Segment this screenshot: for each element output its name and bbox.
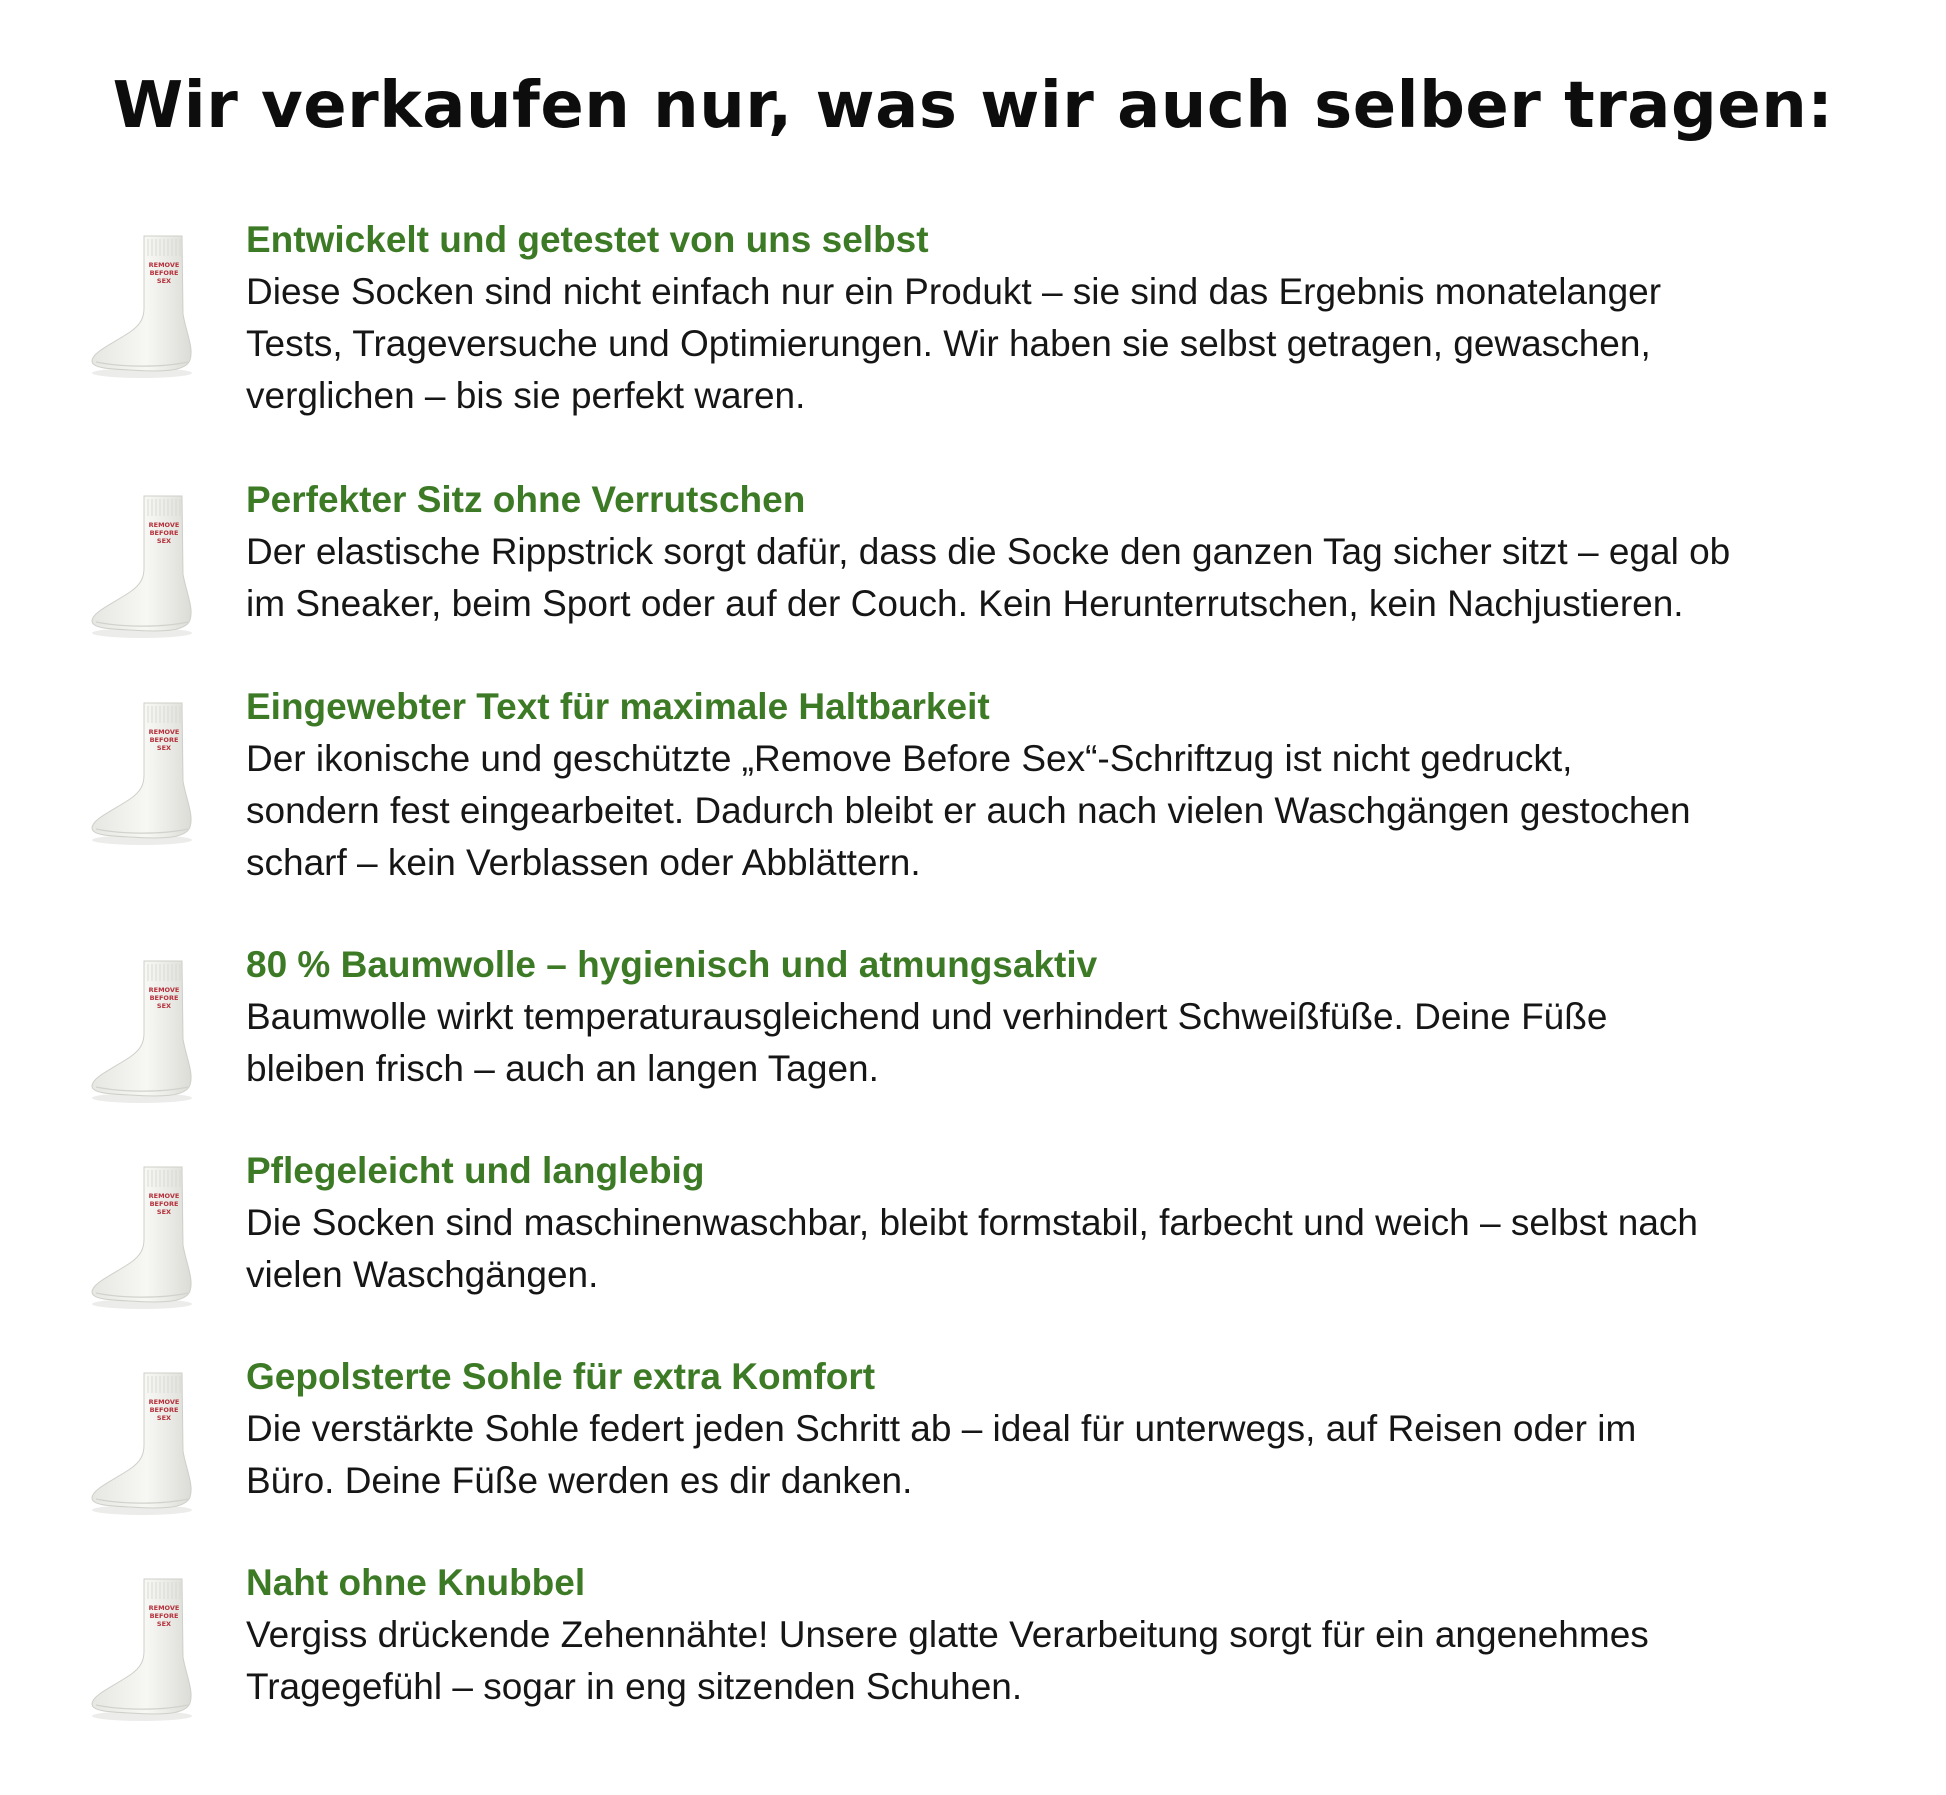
sock-print-text: BEFORE xyxy=(149,1200,179,1208)
feature-text xyxy=(246,474,1906,630)
feature-text xyxy=(246,1145,1906,1301)
sock-icon xyxy=(90,955,200,1105)
feature-description-line: Die Socken sind maschinenwaschbar, bleibt formstabil, farbecht und weich – selbst nach xyxy=(246,1202,1698,1243)
feature-description-line: bleiben frisch – auch an langen Tagen. xyxy=(246,1048,879,1089)
sock-icon xyxy=(90,1161,200,1311)
feature-description-line: Tragegefühl – sogar in eng sitzenden Schuhen. xyxy=(246,1666,1023,1707)
feature-title: Eingewebter Text für maximale Haltbarkeit xyxy=(246,686,990,727)
feature-description-line: Tests, Trageversuche und Optimierungen. Wir haben sie selbst getragen, gewaschen, xyxy=(246,323,1651,364)
feature-description-line: Der ikonische und geschützte „Remove Before Sex“-Schriftzug ist nicht gedruckt, xyxy=(246,738,1573,779)
feature-text xyxy=(246,1351,1906,1507)
feature-description-line: Baumwolle wirkt temperaturausgleichend und verhindert Schweißfüße. Deine Füße xyxy=(246,996,1608,1037)
sock-print-text: SEX xyxy=(156,537,172,545)
feature-description-line: im Sneaker, beim Sport oder auf der Couch. Kein Herunterrutschen, kein Nachjustieren. xyxy=(246,583,1684,624)
feature-description-line: Die verstärkte Sohle federt jeden Schritt ab – ideal für unterwegs, auf Reisen oder im xyxy=(246,1408,1637,1449)
feature-title: Perfekter Sitz ohne Verrutschen xyxy=(246,479,806,520)
feature-description-line: Diese Socken sind nicht einfach nur ein Produkt – sie sind das Ergebnis monatelanger xyxy=(246,271,1662,312)
sock-print-text: SEX xyxy=(156,1002,172,1010)
feature-text xyxy=(246,1557,1906,1713)
sock-print-text: SEX xyxy=(156,1620,172,1628)
sock-print-text: REMOVE xyxy=(148,261,180,269)
sock-print-text: REMOVE xyxy=(148,728,180,736)
feature-description-line: Vergiss drückende Zehennähte! Unsere glatte Verarbeitung sorgt für ein angenehmes xyxy=(246,1614,1649,1655)
sock-icon xyxy=(90,1367,200,1517)
sock-icon xyxy=(90,697,200,847)
sock-icon xyxy=(90,490,200,640)
sock-print-text: BEFORE xyxy=(149,736,179,744)
feature-title: Pflegeleicht und langlebig xyxy=(246,1150,705,1191)
feature-description-line: vielen Waschgängen. xyxy=(246,1254,599,1295)
feature-text xyxy=(246,939,1906,1095)
feature-title: Entwickelt und getestet von uns selbst xyxy=(246,219,929,260)
sock-icon xyxy=(90,230,200,380)
sock-print-text: REMOVE xyxy=(148,986,180,994)
sock-print-text: REMOVE xyxy=(148,1604,180,1612)
feature-title: Naht ohne Knubbel xyxy=(246,1562,586,1603)
feature-description-line: scharf – kein Verblassen oder Abblättern. xyxy=(246,842,921,883)
feature-title: Gepolsterte Sohle für extra Komfort xyxy=(246,1356,876,1397)
sock-print-text: REMOVE xyxy=(148,521,180,529)
sock-print-text: BEFORE xyxy=(149,1612,179,1620)
sock-print-text: BEFORE xyxy=(149,269,179,277)
sock-print-text: REMOVE xyxy=(148,1398,180,1406)
feature-text xyxy=(246,681,1906,889)
sock-print-text: BEFORE xyxy=(149,1406,179,1414)
sock-icon xyxy=(90,1573,200,1723)
sock-print-text: SEX xyxy=(156,1208,172,1216)
feature-description-line: Der elastische Rippstrick sorgt dafür, dass die Socke den ganzen Tag sicher sitzt – egal ob xyxy=(246,531,1731,572)
feature-description-line: Büro. Deine Füße werden es dir danken. xyxy=(246,1460,913,1501)
sock-print-text: BEFORE xyxy=(149,994,179,1002)
feature-description-line: verglichen – bis sie perfekt waren. xyxy=(246,375,806,416)
sock-print-text: SEX xyxy=(156,277,172,285)
feature-title: 80 % Baumwolle – hygienisch und atmungsaktiv xyxy=(246,944,1098,985)
sock-print-text: SEX xyxy=(156,1414,172,1422)
feature-description-line: sondern fest eingearbeitet. Dadurch bleibt er auch nach vielen Waschgängen gestochen xyxy=(246,790,1691,831)
page-title: Wir verkaufen nur, was wir auch selber tragen: xyxy=(112,69,1834,143)
sock-print-text: SEX xyxy=(156,744,172,752)
sock-print-text: BEFORE xyxy=(149,529,179,537)
feature-text xyxy=(246,214,1906,422)
sock-print-text: REMOVE xyxy=(148,1192,180,1200)
